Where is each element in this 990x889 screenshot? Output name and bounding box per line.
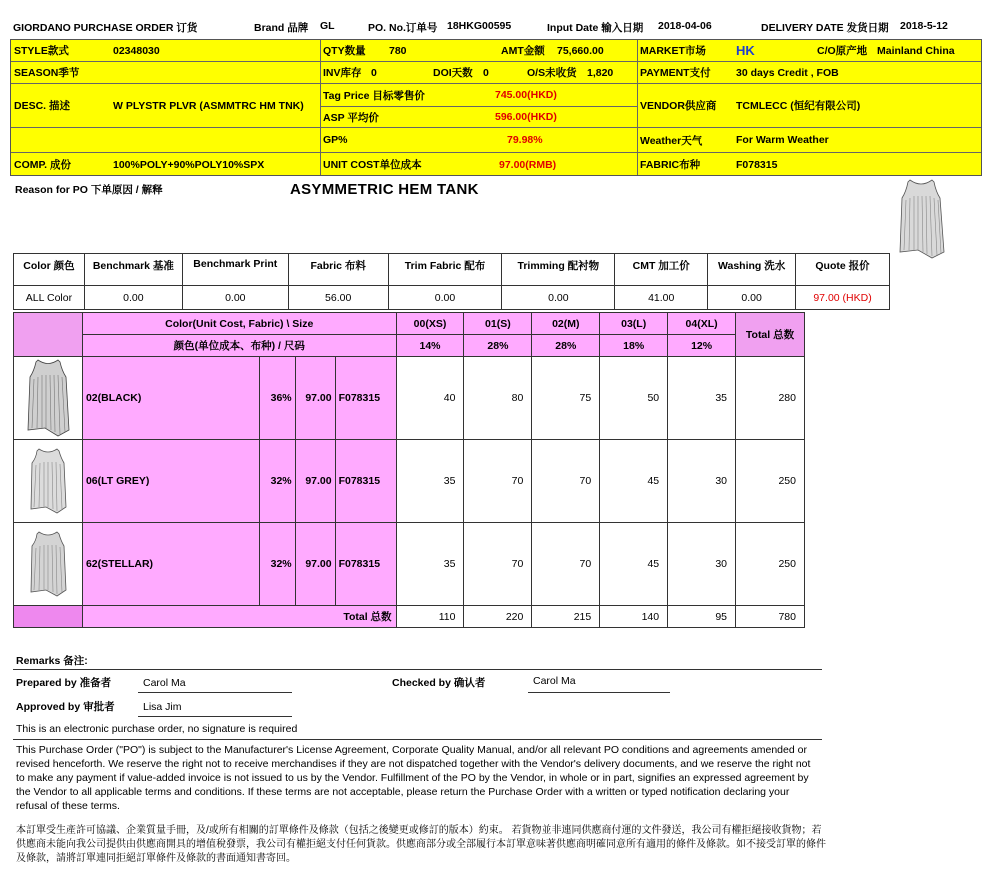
- row-unit-cost: 97.00: [295, 440, 335, 523]
- size-ratio-cell: 12%: [668, 335, 736, 357]
- remarks-line: [13, 669, 822, 670]
- market-label: MARKET市场: [640, 45, 706, 57]
- size-col-header: 00(XS): [396, 313, 464, 335]
- cost-value-cell: 0.00: [388, 286, 502, 310]
- column-total-cell: 215: [532, 606, 600, 628]
- table-row: [14, 357, 805, 440]
- origin-label: C/O原产地: [817, 45, 868, 57]
- input-date-value: 2018-04-06: [658, 20, 712, 32]
- cost-value-cell: ALL Color: [14, 286, 85, 310]
- inv-value: 0: [371, 66, 377, 79]
- qty-cell: 30: [668, 523, 736, 606]
- size-ratio-cell: 28%: [532, 335, 600, 357]
- row-unit-cost: 97.00: [295, 523, 335, 606]
- cost-header-cell: Fabric 布料: [288, 254, 388, 286]
- total-row-spacer: [14, 606, 83, 628]
- table-row: [14, 523, 805, 606]
- style-label: STYLE款式: [14, 45, 69, 57]
- grand-total-cell: 780: [736, 606, 805, 628]
- tag-price-label: Tag Price 目标零售价: [323, 89, 425, 102]
- row-color-name: 06(LT GREY): [82, 440, 259, 523]
- prepared-by-underline: [138, 692, 292, 693]
- size-ratio-cell: 18%: [600, 335, 668, 357]
- product-title: ASYMMETRIC HEM TANK: [290, 181, 479, 198]
- qty-cell: 80: [464, 357, 532, 440]
- size-ratio-cell: 28%: [464, 335, 532, 357]
- brand-label: Brand 品牌: [254, 22, 309, 34]
- size-col-header: 04(XL): [668, 313, 736, 335]
- row-fabric: F078315: [335, 523, 396, 606]
- row-fabric: F078315: [335, 440, 396, 523]
- total-col-header: Total 总数: [736, 313, 805, 357]
- market-value: HK: [736, 43, 755, 58]
- delivery-date-label: DELIVERY DATE 发货日期: [761, 22, 889, 34]
- cost-header-cell: Benchmark Print: [182, 254, 288, 286]
- checked-by-underline: [528, 692, 670, 693]
- color-swatch-cell: [14, 523, 83, 606]
- size-col-header: 01(S): [464, 313, 532, 335]
- terms-top-line: [13, 739, 822, 740]
- asp-label: ASP 平均价: [323, 111, 379, 124]
- qty-cell: 35: [668, 357, 736, 440]
- qty-cell: 45: [600, 440, 668, 523]
- info-row-style: [11, 40, 981, 62]
- payment-value: 30 days Credit , FOB: [736, 66, 839, 79]
- doi-label: DOI天数: [433, 67, 473, 79]
- qty-cell: 75: [532, 357, 600, 440]
- total-row-label: Total 总数: [82, 606, 396, 628]
- input-date-label: Input Date 输入日期: [547, 22, 644, 34]
- qty-cell: 35: [396, 523, 464, 606]
- terms-english: This Purchase Order ("PO") is subject to the Manufacturer's License Agreement, Corporate Quality Manual, and/or all relevant PO conditions and agreements amended or revised henceforth. We reserve the right not to receive merchandises if they are not dispatched together with the Vendor's delivery documents, and we reserve the right not to make any payment if value-added invoice is not issued to us by the Vendor. Fulfillment of the PO by the Vendor, in whole or in part, signifies an expressed agreement by the Vendor to all applicable terms and conditions. If these terms are not acceptable, please return the Purchase Order with a written or typed notification declaring your refusal of these terms.: [16, 744, 811, 812]
- approved-by-underline: [138, 716, 292, 717]
- qty-cell: 45: [600, 523, 668, 606]
- size-quantity-table: [13, 312, 805, 628]
- qty-cell: 40: [396, 357, 464, 440]
- season-label: SEASON季节: [14, 67, 80, 79]
- product-garment-image: [896, 178, 946, 260]
- size-total-row: [14, 606, 805, 628]
- info-row-season: [11, 62, 981, 84]
- size-header-subtitle: 颜色(单位成本、布种) / 尺码: [82, 335, 396, 357]
- origin-value: Mainland China: [877, 44, 955, 57]
- qty-cell: 30: [668, 440, 736, 523]
- vendor-label: VENDOR供应商: [640, 100, 717, 112]
- size-header-row-2: [14, 335, 805, 357]
- comp-label: COMP. 成份: [14, 159, 71, 171]
- os-value: 1,820: [587, 66, 614, 79]
- cost-value-cell: 0.00: [84, 286, 182, 310]
- row-color-pct: 32%: [259, 523, 295, 606]
- brand-value: GL: [320, 20, 335, 32]
- fabric-label: FABRIC布种: [640, 159, 701, 171]
- row-color-pct: 32%: [259, 440, 295, 523]
- desc-value: W PLYSTR PLVR (ASMMTRC HM TNK): [113, 99, 304, 112]
- cost-value-cell: 0.00: [502, 286, 615, 310]
- cost-value-cell: 41.00: [615, 286, 708, 310]
- po-number-value: 18HKG00595: [447, 20, 512, 32]
- color-swatch-cell: [14, 357, 83, 440]
- info-divider-1: [320, 40, 321, 175]
- row-color-name: 02(BLACK): [82, 357, 259, 440]
- cost-breakdown-table: [13, 253, 890, 310]
- color-swatch-cell: [14, 440, 83, 523]
- row-fabric: F078315: [335, 357, 396, 440]
- gp-value: 79.98%: [507, 134, 543, 146]
- row-total-cell: 250: [736, 523, 805, 606]
- image-header-cell: [14, 313, 83, 357]
- weather-label: Weather天气: [640, 134, 703, 147]
- size-col-header: 03(L): [600, 313, 668, 335]
- cost-header-cell: Trimming 配衬物: [502, 254, 615, 286]
- row-total-cell: 280: [736, 357, 805, 440]
- inv-label: INV库存: [323, 67, 362, 79]
- cost-header-cell: Color 颜色: [14, 254, 85, 286]
- cost-header-row: [14, 254, 890, 286]
- column-total-cell: 140: [600, 606, 668, 628]
- unit-cost-label: UNIT COST单位成本: [323, 159, 422, 171]
- checked-by-label: Checked by 确认者: [392, 677, 486, 689]
- qty-cell: 70: [464, 440, 532, 523]
- amt-label: AMT金额: [501, 45, 545, 57]
- po-info-block: [10, 39, 982, 176]
- info-row-comp: [11, 153, 981, 176]
- weather-value: For Warm Weather: [736, 134, 829, 146]
- vendor-value: TCMLECC (恒纪有限公司): [736, 100, 861, 112]
- fabric-value: F078315: [736, 158, 778, 171]
- gp-label: GP%: [323, 134, 348, 146]
- cost-value-cell: 0.00: [182, 286, 288, 310]
- cost-values-row: [14, 286, 890, 310]
- column-total-cell: 110: [396, 606, 464, 628]
- po-number-label: PO. No.订单号: [368, 22, 438, 34]
- row-color-name: 62(STELLAR): [82, 523, 259, 606]
- cost-header-cell: Quote 报价: [796, 254, 890, 286]
- unit-cost-value: 97.00(RMB): [499, 158, 557, 171]
- cost-header-cell: Washing 洗水: [708, 254, 796, 286]
- os-label: O/S未收货: [527, 67, 577, 79]
- prepared-by-value: Carol Ma: [143, 677, 186, 689]
- row-unit-cost: 97.00: [295, 357, 335, 440]
- doi-value: 0: [483, 66, 489, 79]
- row-total-cell: 250: [736, 440, 805, 523]
- cost-value-cell: 0.00: [708, 286, 796, 310]
- electronic-po-note: This is an electronic purchase order, no signature is required: [16, 723, 298, 735]
- remarks-label: Remarks 备注:: [16, 655, 88, 667]
- qty-cell: 70: [532, 523, 600, 606]
- info-row-gp: [11, 128, 981, 153]
- terms-chinese: 本訂單受生產許可協議、企業質量手冊，及/或所有相關的訂單條件及條款（包括之後變更或修訂的版本）約束。 若貨物並非連同供應商付運的文件發送，我公司有權拒絕接收貨物；若供應商未能向我公司提供由供應商開具的增值稅發票，我公司有權拒絕支付任何貨款。供應商部分或全部履行本訂單意味著供應商明確同意所有適用的條件及條款。如不接受訂單的條件及條款，請將訂單連同拒絕訂單條件及條款的書面通知書寄回。: [16, 825, 826, 864]
- table-row: [14, 440, 805, 523]
- size-col-header: 02(M): [532, 313, 600, 335]
- po-company-title: GIORDANO PURCHASE ORDER 订货: [13, 22, 198, 34]
- style-value: 02348030: [113, 44, 160, 57]
- info-divider-2: [637, 40, 638, 175]
- checked-by-value: Carol Ma: [533, 675, 576, 687]
- size-header-title: Color(Unit Cost, Fabric) \ Size: [82, 313, 396, 335]
- tag-price-value: 745.00(HKD): [495, 89, 557, 101]
- stellar-garment-image: [28, 530, 68, 598]
- size-ratio-cell: 14%: [396, 335, 464, 357]
- tag-asp-divider: [320, 106, 638, 107]
- row-color-pct: 36%: [259, 357, 295, 440]
- info-row-desc: [11, 84, 981, 128]
- qty-label: QTY数量: [323, 45, 366, 57]
- quote-value-cell: 97.00 (HKD): [796, 286, 890, 310]
- qty-cell: 50: [600, 357, 668, 440]
- reason-label: Reason for PO 下单原因 / 解释: [15, 184, 163, 196]
- desc-label: DESC. 描述: [14, 100, 71, 112]
- qty-cell: 35: [396, 440, 464, 523]
- cost-header-cell: CMT 加工价: [615, 254, 708, 286]
- lt-grey-garment-image: [28, 447, 68, 515]
- column-total-cell: 220: [464, 606, 532, 628]
- black-garment-image: [25, 358, 71, 438]
- asp-value: 596.00(HKD): [495, 111, 557, 123]
- approved-by-value: Lisa Jim: [143, 701, 182, 713]
- comp-value: 100%POLY+90%POLY10%SPX: [113, 158, 265, 171]
- qty-cell: 70: [464, 523, 532, 606]
- cost-header-cell: Trim Fabric 配布: [388, 254, 502, 286]
- size-header-row-1: [14, 313, 805, 335]
- amt-value: 75,660.00: [557, 44, 604, 57]
- delivery-date-value: 2018-5-12: [900, 20, 948, 32]
- qty-value: 780: [389, 44, 407, 57]
- cost-value-cell: 56.00: [288, 286, 388, 310]
- approved-by-label: Approved by 审批者: [16, 701, 115, 713]
- payment-label: PAYMENT支付: [640, 67, 711, 79]
- qty-cell: 70: [532, 440, 600, 523]
- prepared-by-label: Prepared by 准备者: [16, 677, 112, 689]
- column-total-cell: 95: [668, 606, 736, 628]
- cost-header-cell: Benchmark 基准: [84, 254, 182, 286]
